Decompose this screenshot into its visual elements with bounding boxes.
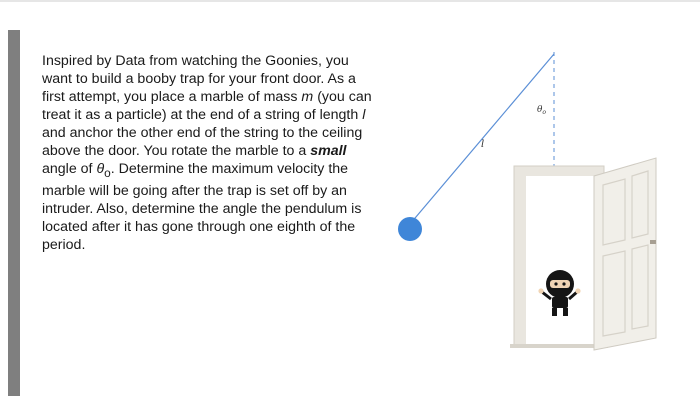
door-knob [650,240,656,244]
angle-subscript: o [104,165,111,180]
door-frame [510,166,608,348]
open-door [594,158,656,350]
text-part-4: angle of [42,161,97,177]
left-accent-bar [8,30,20,396]
text-part-2: (you can treat it as a particle) at the end of a string of length [42,89,372,123]
pendulum-diagram [380,40,700,370]
text-part-3: and anchor the other end of the string to the ceiling above the door. You rotate the marble to a [42,125,363,159]
angle-label: $\theta_o$ [537,105,547,116]
problem-statement [42,52,382,254]
small-word: small [310,143,347,159]
problem-paragraph [42,52,382,254]
length-symbol: l [362,107,366,123]
marble [398,217,422,241]
pendulum-figure [380,40,700,370]
text-part-5: . Determine the maximum velocity the marble will be going after the trap is set off by an intruder. Also, determine the angle the pendulum is located after it has gone through one eighth of the period. [42,161,362,253]
length-label: l [481,139,485,150]
mass-symbol: m [301,89,314,105]
top-border [0,0,700,2]
angle-symbol: θ [96,161,105,177]
text-part-1: Inspired by Data from watching the Goonies, you want to build a booby trap for your front door. As a first attempt, you place a marble of mass [42,53,356,105]
